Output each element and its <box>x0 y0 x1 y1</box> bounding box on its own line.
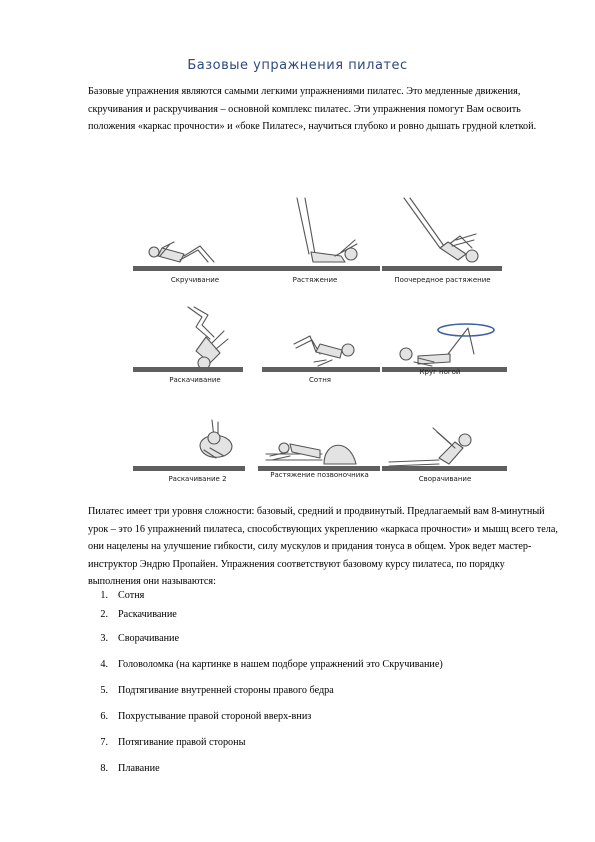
rocking-2-mat <box>133 466 245 471</box>
list-item: 8. Плавание <box>100 763 160 774</box>
list-item: 4. Головоломка (на картинке в нашем подборе упражнений это Скручивание) <box>100 659 443 670</box>
list-item: 6. Похрустывание правой стороной вверх-вниз <box>100 711 312 722</box>
list-item: 2. Раскачивание <box>100 609 177 620</box>
caption-leg-circle: Круг ногой <box>419 368 461 376</box>
caption-roll-up: Сворачивание <box>418 475 472 483</box>
leg-circle-illustration <box>388 318 498 368</box>
rocking-mat <box>133 367 243 372</box>
stretch-illustration <box>275 196 370 268</box>
twist-mat <box>133 266 253 271</box>
rocking-illustration <box>180 305 235 369</box>
page-title: Базовые упражнения пилатес <box>187 58 408 73</box>
intro-paragraph: Базовые упражнения являются самыми легкими упражнениями пилатес. Это медленные движения, скручивания и раскручивания – основной комплекс пилатес. Эти упражнения помогут Вам освоить положения «каркас прочности» и «боке Пилатес», научиться глубоко и ровно дышать грудной клеткой. <box>88 86 537 132</box>
caption-stretch: Растяжение <box>292 276 338 284</box>
spine-stretch-illustration <box>262 430 360 466</box>
hundred-mat <box>262 367 380 372</box>
hundred-illustration <box>290 328 360 366</box>
roll-up-illustration <box>385 422 485 468</box>
roll-up-mat <box>382 466 507 471</box>
list-item: 3. Сворачивание <box>100 633 180 644</box>
alt-stretch-illustration <box>400 196 490 272</box>
stretch-mat <box>250 266 380 271</box>
levels-paragraph: Пилатес имеет три уровня сложности: базовый, средний и продвинутый. Предлагаемый вам 8-минутный урок – это 16 упражнений пилатеса, способствующих укреплению «каркаса прочности» и мышц всего тела, они нацелены на улучшение гибкости, силу мускулов и придания тонуса в общем. Урок ведет мастер-инструктор Эндрю Пропайен. Упражнения соответствуют базовому курсу пилатеса, по порядку выполнения они называются: <box>88 506 558 587</box>
twist-illustration <box>140 236 220 268</box>
rocking-2-illustration <box>190 418 242 468</box>
caption-alt-stretch: Поочередное растяжение <box>394 276 491 284</box>
list-item: 7. Потягивание правой стороны <box>100 737 246 748</box>
caption-rocking: Раскачивание <box>169 376 221 384</box>
caption-rocking-2: Раскачивание 2 <box>168 475 227 483</box>
alt-stretch-mat <box>382 266 502 271</box>
list-item: 1. Сотня <box>100 590 145 601</box>
caption-spine-stretch: Растяжение позвоночника <box>270 471 369 479</box>
caption-hundred: Сотня <box>308 376 332 384</box>
list-item: 5. Подтягивание внутренней стороны правого бедра <box>100 685 334 696</box>
caption-twist: Скручивание <box>170 276 220 284</box>
